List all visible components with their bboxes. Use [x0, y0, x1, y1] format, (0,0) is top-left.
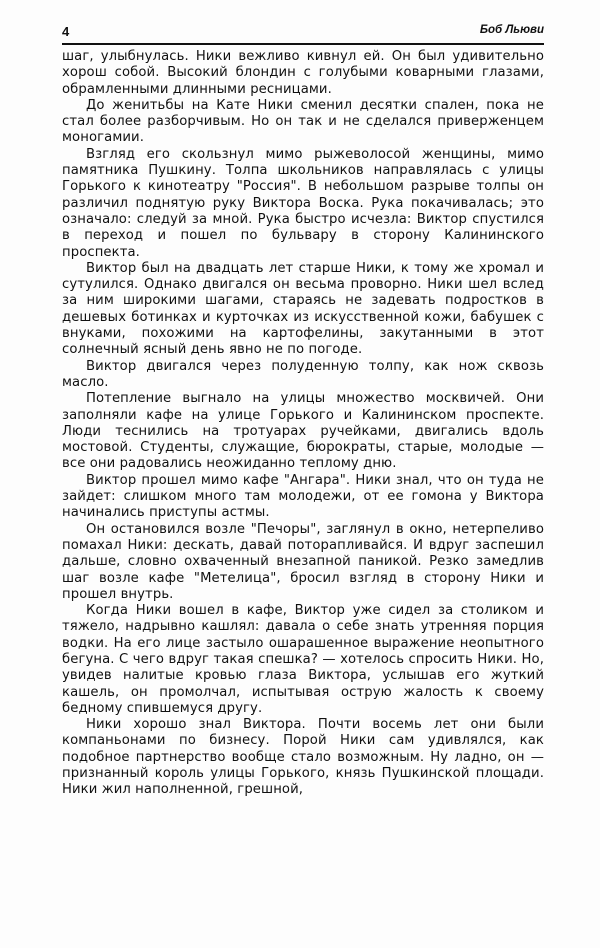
paragraph: Взгляд его скользнул мимо рыжеволосой женщины, мимо памятника Пушкину. Толпа школьников направлялась с улицы Горького к кинотеатру "Россия". В небольшом разрыве толпы он различил поднятую руку Виктора Воска. Рука покачивалась; это означало: следуй за мной. Рука быстро исчезла: Виктор спустился в переход и пошел по бульвару в сторону Калининского проспекта. — [62, 146, 544, 260]
paragraph: Ники хорошо знал Виктора. Почти восемь лет они были компаньонами по бизнесу. Порой Ники сам удивлялся, как подобное партнерство вообще стало возможным. Ну ладно, он — признанный король улицы Горького, князь Пушкинской площади. Ники жил наполненной, грешной, — [62, 717, 544, 798]
page-header — [62, 24, 544, 44]
body-text — [62, 49, 544, 799]
header-rule — [62, 43, 544, 45]
page-number: 4 — [62, 24, 70, 39]
paragraph: Виктор был на двадцать лет старше Ники, к тому же хромал и сутулился. Однако двигался он весьма проворно. Ники шел вслед за ним широкими шагами, стараясь не задевать подростков в дешевых ботинках и курточках из искусственной кожи, бабушек с внуками, похожими на картофелины, закутанными в этот солнечный ясный день явно не по погоде. — [62, 260, 544, 358]
paragraph: Когда Ники вошел в кафе, Виктор уже сидел за столиком и тяжело, надрывно кашлял: давала о себе знать утренняя порция водки. На его лице застыло ошарашенное выражение неопытного бегуна. С чего вдруг такая спешка? — хотелось спросить Ники. Но, увидев налитые кровью глаза Виктора, услышав его жуткий кашель, он промолчал, испытывая острую жалость к своему бедному спившемуся другу. — [62, 603, 544, 716]
paragraph: До женитьбы на Кате Ники сменил десятки спален, пока не стал более разборчивым. Но он так и не сделался приверженцем моногамии. — [62, 97, 544, 146]
paragraph: Потепление выгнало на улицы множество москвичей. Они заполняли кафе на улице Горького и Калининском проспекте. Люди теснились на тротуарах ручейками, двигались вдоль мостовой. Студенты, служащие, бюрократы, старые, молодые — все они радовались неожиданно теплому дню. — [62, 391, 544, 472]
running-title: Боб Льюви — [479, 24, 544, 36]
paragraph: шаг, улыбнулась. Ники вежливо кивнул ей. Он был удивительно хорош собой. Высокий блондин с голубыми коварными глазами, обрамленными длинными ресницами. — [62, 49, 544, 97]
paragraph: Виктор прошел мимо кафе "Ангара". Ники знал, что он туда не зайдет: слишком много там молодежи, от ее гомона у Виктора начинались приступы астмы. — [62, 472, 544, 521]
paragraph: Виктор двигался через полуденную толпу, как нож сквозь масло. — [62, 358, 544, 390]
paragraph: Он остановился возле "Печоры", заглянул в окно, нетерпеливо помахал Ники: дескать, давай поторапливайся. И вдруг заспешил дальше, словно охваченный внезапной паникой. Резко замедлив шаг возле кафе "Метелица", бросил взгляд в сторону Ники и прошел внутрь. — [62, 521, 544, 602]
